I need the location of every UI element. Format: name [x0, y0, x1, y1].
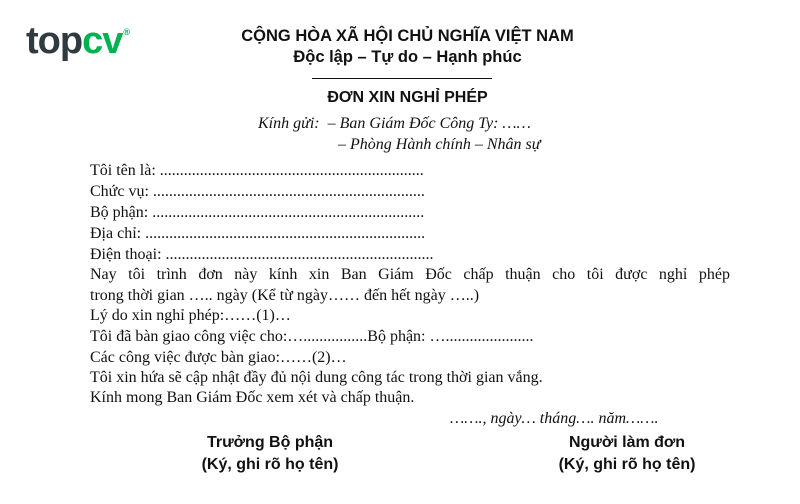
registered-mark: ®	[123, 27, 130, 37]
field-address: Địa chỉ: ......................................................................	[90, 225, 426, 242]
request-line-2: trong thời gian ….. ngày (Kể từ ngày…… đến hết ngày …..)	[90, 287, 480, 304]
document-title: ĐƠN XIN NGHỈ PHÉP	[327, 89, 488, 106]
field-phone: Điện thoại: ...................................................................	[90, 246, 434, 263]
request-line-1: Nay tôi trình đơn này kính xin Ban Giám Đốc chấp thuận cho tôi được nghỉ phép	[90, 266, 730, 283]
signature-right-note: (Ký, ghi rõ họ tên)	[558, 456, 696, 473]
signature-left-title: Trưởng Bộ phận	[206, 434, 334, 451]
signature-left-note: (Ký, ghi rõ họ tên)	[201, 456, 339, 473]
addressee-line-2: – Phòng Hành chính – Nhân sự	[338, 136, 541, 153]
logo-text-top: top	[26, 20, 83, 62]
nation-heading: CỘNG HÒA XÃ HỘI CHỦ NGHĨA VIỆT NAM	[241, 27, 574, 45]
field-name: Tôi tên là: ..................................................................	[90, 162, 424, 179]
promise-line: Tôi xin hứa sẽ cập nhật đầy đủ nội dung công tác trong thời gian vắng.	[90, 369, 543, 386]
closing-line: Kính mong Ban Giám Đốc xem xét và chấp thuận.	[90, 389, 415, 406]
handover-line: Tôi đã bàn giao công việc cho:…................Bộ phận: …......................	[90, 328, 534, 345]
field-department: Bộ phận: ....................................................................	[90, 204, 425, 221]
logo-text-cv: cv	[82, 20, 123, 62]
date-line: ……., ngày… tháng…. năm…….	[450, 410, 659, 427]
addressee-line-1: Kính gửi: – Ban Giám Đốc Công Ty: ……	[258, 115, 531, 132]
leave-reason: Lý do xin nghỉ phép:……(1)…	[90, 307, 291, 324]
field-position: Chức vụ: ....................................................................	[90, 183, 425, 200]
signature-right-title: Người làm đơn	[568, 434, 686, 451]
topcv-logo	[26, 22, 130, 60]
handed-tasks-line: Các công việc được bàn giao:……(2)…	[90, 349, 347, 366]
motto-heading: Độc lập – Tự do – Hạnh phúc	[293, 48, 522, 66]
header-divider	[312, 78, 492, 79]
